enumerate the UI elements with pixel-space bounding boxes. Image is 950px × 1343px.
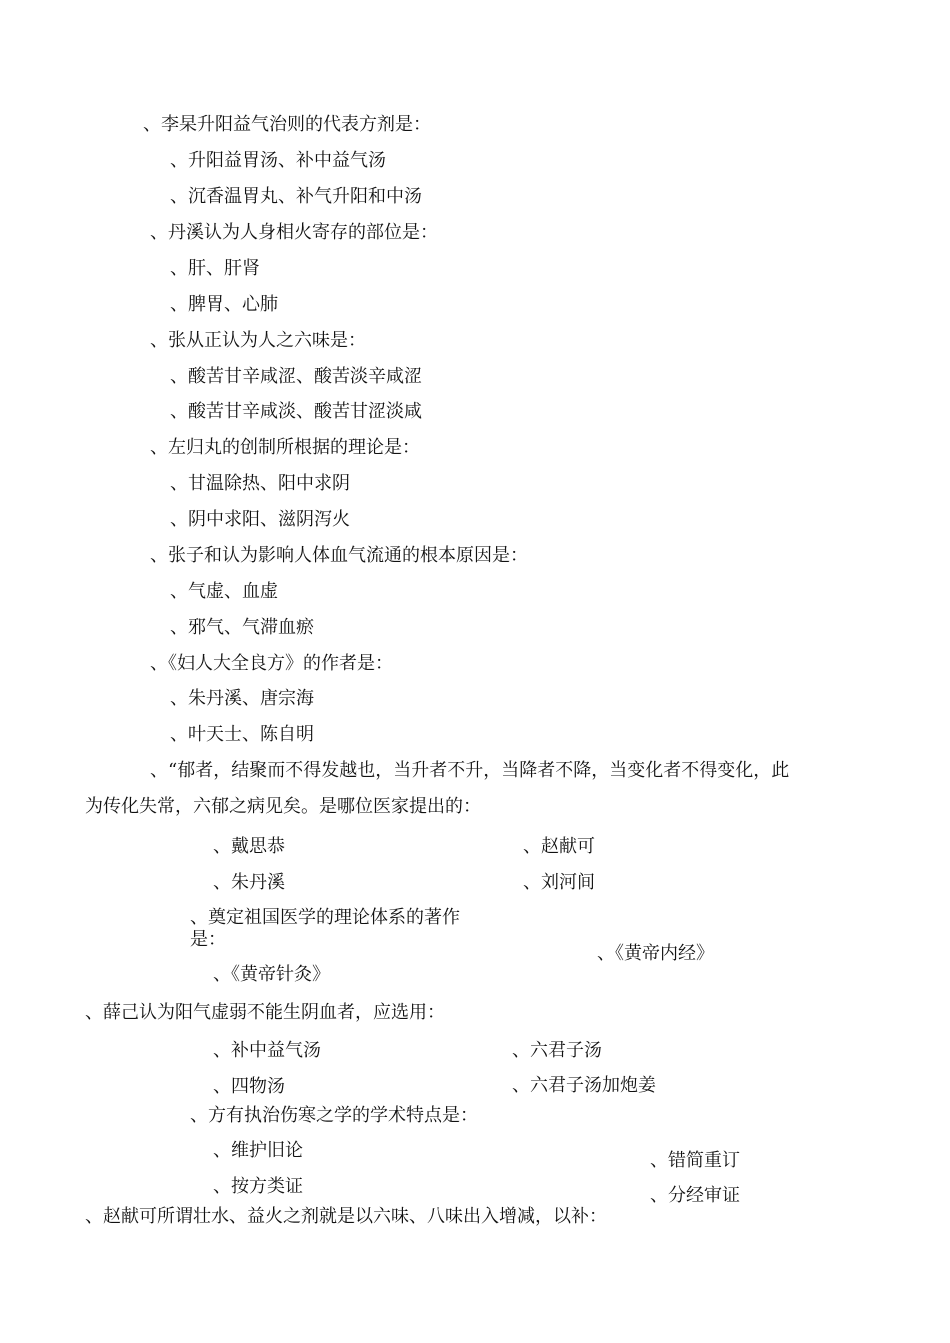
q10-option-b: 、错简重订 xyxy=(650,1150,740,1171)
q10-option-d: 、分经审证 xyxy=(650,1185,740,1206)
q9-option-c: 、四物汤 xyxy=(213,1076,285,1097)
q6-option-a: 、朱丹溪、唐宗海 xyxy=(170,688,314,709)
q7-stem-line1: 、“郁者，结聚而不得发越也，当升者不升，当降者不降，当变化者不得变化，此 xyxy=(150,760,790,781)
q8-stem: 、奠定祖国医学的理论体系的著作是： xyxy=(190,907,460,950)
q3-option-a: 、酸苦甘辛咸涩、酸苦淡辛咸涩 xyxy=(170,366,422,387)
q6-option-b: 、叶天士、陈自明 xyxy=(170,724,314,745)
q9-option-b: 、六君子汤 xyxy=(512,1040,602,1061)
q7-option-d: 、刘河间 xyxy=(523,872,595,893)
q4-option-b: 、阴中求阳、滋阴泻火 xyxy=(170,509,350,530)
q5-stem: 、张子和认为影响人体血气流通的根本原因是： xyxy=(150,545,528,566)
q9-option-a: 、补中益气汤 xyxy=(213,1040,321,1061)
q3-option-b: 、酸苦甘辛咸淡、酸苦甘涩淡咸 xyxy=(170,401,422,422)
q1-stem: 、李杲升阳益气治则的代表方剂是： xyxy=(143,114,431,135)
q7-option-a: 、戴思恭 xyxy=(213,836,285,857)
q2-option-a: 、肝、肝肾 xyxy=(170,258,260,279)
q6-stem: 、《妇人大全良方》的作者是： xyxy=(150,653,393,674)
q10-option-a: 、维护旧论 xyxy=(213,1140,303,1161)
q7-option-c: 、朱丹溪 xyxy=(213,872,285,893)
q7-option-b: 、赵献可 xyxy=(523,836,595,857)
q5-option-b: 、邪气、气滞血瘀 xyxy=(170,617,314,638)
q11-stem: 、赵献可所谓壮水、益火之剂就是以六味、八味出入增减，以补： xyxy=(85,1206,607,1227)
q3-stem: 、张从正认为人之六味是： xyxy=(150,330,366,351)
q1-option-a: 、升阳益胃汤、补中益气汤 xyxy=(170,150,386,171)
q8-option-a: 、《黄帝内经》 xyxy=(597,943,714,964)
q4-stem: 、左归丸的创制所根据的理论是： xyxy=(150,437,420,458)
q9-stem: 、薛己认为阳气虚弱不能生阴血者，应选用： xyxy=(85,1002,445,1023)
q2-stem: 、丹溪认为人身相火寄存的部位是： xyxy=(150,222,438,243)
q9-option-d: 、六君子汤加炮姜 xyxy=(512,1075,656,1096)
q10-stem: 、方有执治伤寒之学的学术特点是： xyxy=(190,1105,478,1126)
q4-option-a: 、甘温除热、阳中求阴 xyxy=(170,473,350,494)
q10-option-c: 、按方类证 xyxy=(213,1176,303,1197)
q5-option-a: 、气虚、血虚 xyxy=(170,581,278,602)
q2-option-b: 、脾胃、心肺 xyxy=(170,294,278,315)
q7-stem-line2: 为传化失常，六郁之病见矣。是哪位医家提出的： xyxy=(85,796,481,817)
q8-option-b: 、《黄帝针灸》 xyxy=(213,964,330,985)
q1-option-b: 、沉香温胃丸、补气升阳和中汤 xyxy=(170,186,422,207)
